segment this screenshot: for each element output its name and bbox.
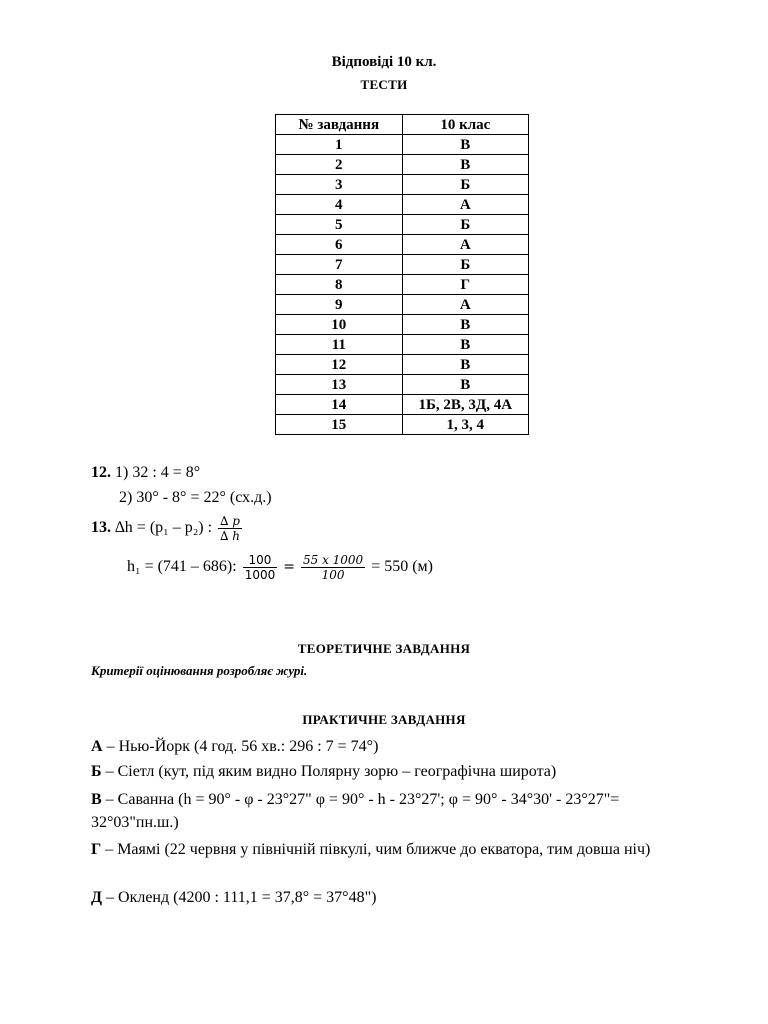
answer-cell: Б xyxy=(402,215,528,235)
task12-label: 12. xyxy=(91,464,111,481)
table-row xyxy=(276,375,529,395)
answers-table xyxy=(275,114,529,435)
practice-item-e xyxy=(91,886,691,909)
practice-letter: А xyxy=(91,738,103,755)
answer-cell: А xyxy=(402,195,528,215)
task13-h1 xyxy=(127,553,433,582)
answer-cell: В xyxy=(402,155,528,175)
task-number-cell: 3 xyxy=(276,175,403,195)
practice-heading: ПРАКТИЧНЕ ЗАВДАННЯ xyxy=(302,712,466,727)
table-header-task: № завдання xyxy=(276,115,403,135)
answer-cell: В xyxy=(402,135,528,155)
task12-step1: 1) 32 : 4 = 8° xyxy=(115,464,201,481)
table-row xyxy=(276,235,529,255)
table-row xyxy=(276,155,529,175)
task12-line2 xyxy=(119,489,272,507)
task-number-cell: 13 xyxy=(276,375,403,395)
answer-cell: А xyxy=(402,235,528,255)
fraction-denominator: 1000 xyxy=(244,568,276,582)
fraction-numerator: ∆ p xyxy=(218,514,242,529)
practice-text: – Саванна (h = 90° - φ - 23°27" φ = 90° - h - 23°27'; φ = 90° - 34°30' - 23°27"= 32°03"пн.ш.) xyxy=(91,791,620,831)
task-number-cell: 11 xyxy=(276,335,403,355)
table-row xyxy=(276,355,529,375)
fraction-denominator: 100 xyxy=(321,568,345,582)
table-row xyxy=(276,175,529,195)
answer-cell: В xyxy=(402,355,528,375)
practice-text: – Нью-Йорк (4 год. 56 хв.: 296 : 7 = 74°) xyxy=(102,738,379,755)
fraction-dp-dh xyxy=(218,514,242,543)
task-number-cell: 10 xyxy=(276,315,403,335)
table-header-row xyxy=(276,115,529,135)
task13-h1-left: h₁ = (741 – 686): xyxy=(127,558,237,576)
tests-heading: ТЕСТИ xyxy=(360,77,408,92)
task-number-cell: 7 xyxy=(276,255,403,275)
table-row xyxy=(276,135,529,155)
task-number-cell: 4 xyxy=(276,195,403,215)
practice-item-a xyxy=(91,735,691,758)
answer-cell: 1Б, 2В, 3Д, 4А xyxy=(402,395,528,415)
practice-item-d xyxy=(91,838,691,861)
table-row xyxy=(276,315,529,335)
theory-heading: ТЕОРЕТИЧНЕ ЗАВДАННЯ xyxy=(297,641,471,656)
equals-sign: = xyxy=(283,559,295,576)
practice-item-b xyxy=(91,760,691,783)
task12-step2: 2) 30° - 8° = 22° (сх.д.) xyxy=(119,489,272,506)
table-row xyxy=(276,255,529,275)
task-number-cell: 1 xyxy=(276,135,403,155)
task-number-cell: 8 xyxy=(276,275,403,295)
table-row xyxy=(276,295,529,315)
table-row xyxy=(276,335,529,355)
fraction-numerator: 100 xyxy=(243,553,278,568)
answer-cell: В xyxy=(402,335,528,355)
fraction-100-1000 xyxy=(243,553,278,582)
task-number-cell: 15 xyxy=(276,415,403,435)
task12-line1 xyxy=(91,464,200,482)
practice-letter: Б xyxy=(91,763,102,780)
fraction-55x1000-100 xyxy=(301,553,365,582)
answer-cell: В xyxy=(402,375,528,395)
practice-item-c xyxy=(91,788,681,834)
answers-body xyxy=(276,135,529,435)
practice-letter: В xyxy=(91,791,102,808)
table-row xyxy=(276,415,529,435)
fraction-numerator: 55 x 1000 xyxy=(302,553,364,567)
table-row xyxy=(276,215,529,235)
task-number-cell: 5 xyxy=(276,215,403,235)
task13-formula-left: ∆h = (p₁ – p₂) : xyxy=(115,519,213,537)
task-number-cell: 14 xyxy=(276,395,403,415)
answer-cell: А xyxy=(402,295,528,315)
answer-cell: Б xyxy=(402,255,528,275)
task-number-cell: 9 xyxy=(276,295,403,315)
task-number-cell: 2 xyxy=(276,155,403,175)
criteria-note: Критерії оцінювання розробляє журі. xyxy=(91,663,308,678)
task13-label: 13. xyxy=(91,519,111,537)
table-header-class: 10 клас xyxy=(402,115,528,135)
task-number-cell: 6 xyxy=(276,235,403,255)
practice-letter: Д xyxy=(91,889,103,906)
task13-formula xyxy=(91,514,244,543)
answer-cell: Б xyxy=(402,175,528,195)
task-number-cell: 12 xyxy=(276,355,403,375)
task13-result: = 550 (м) xyxy=(371,558,434,576)
fraction-denominator: ∆ h xyxy=(220,529,240,543)
page-title: Відповіді 10 кл. xyxy=(331,54,437,70)
answer-cell: Г xyxy=(402,275,528,295)
practice-text: – Сіетл (кут, під яким видно Полярну зорю – географічна широта) xyxy=(101,763,557,780)
practice-letter: Г xyxy=(91,841,102,858)
answer-cell: 1, 3, 4 xyxy=(402,415,528,435)
table-row xyxy=(276,395,529,415)
practice-text: – Маямі (22 червня у північній півкулі, чим ближче до екватора, тим довша ніч) xyxy=(101,841,651,858)
answer-cell: В xyxy=(402,315,528,335)
table-row xyxy=(276,275,529,295)
table-row xyxy=(276,195,529,215)
practice-text: – Окленд (4200 : 111,1 = 37,8° = 37°48") xyxy=(102,889,377,906)
